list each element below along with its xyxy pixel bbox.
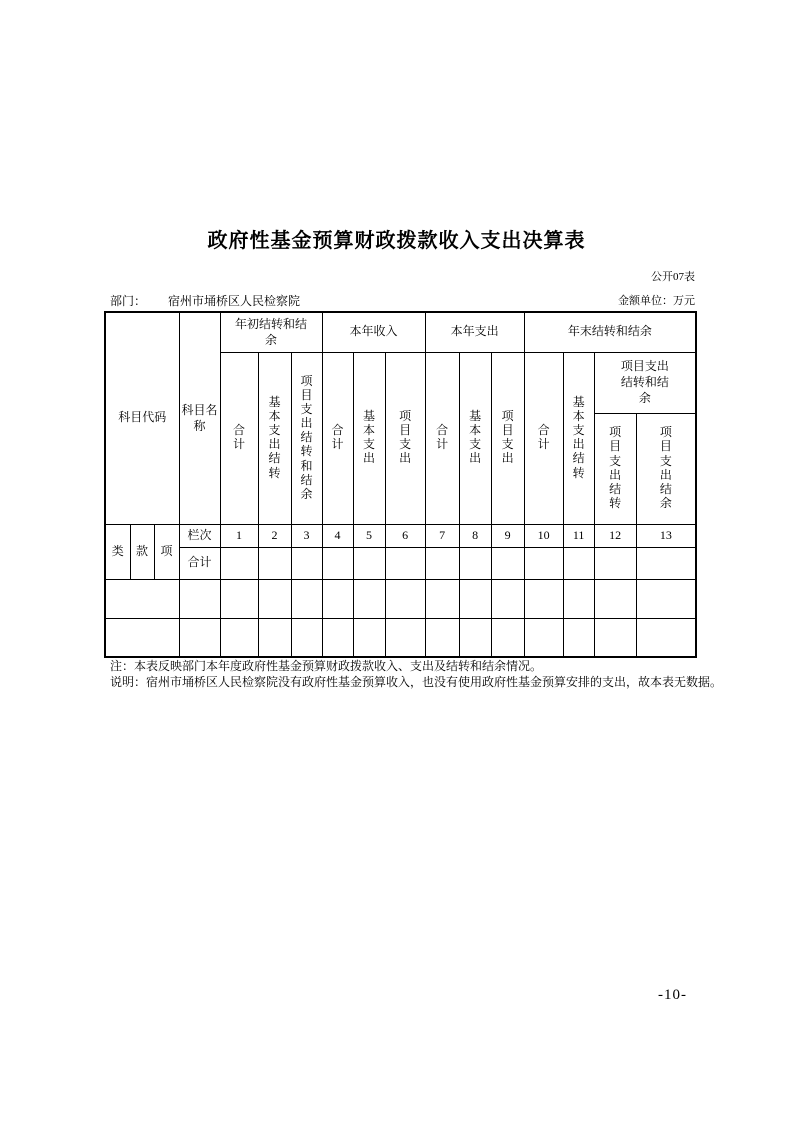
- table-cell: [385, 579, 425, 618]
- code-part-section: 款: [130, 524, 154, 579]
- group-label: 本年支出: [450, 324, 499, 339]
- table-cell: [105, 579, 179, 618]
- header-group-year-expense: [425, 312, 524, 352]
- col-header-label: 项目支出结转: [609, 425, 622, 511]
- meta-row: [104, 292, 695, 309]
- table-cell: [563, 579, 594, 618]
- header-col-9: [491, 352, 524, 524]
- header-col-7: [425, 352, 459, 524]
- col-header-label: 合计: [233, 423, 246, 452]
- header-subject-name: [179, 312, 220, 524]
- column-index-row: [105, 524, 696, 547]
- col-header-label: 项目支出结转和结余: [300, 373, 313, 501]
- table-cell: [563, 618, 594, 657]
- department-value: 宿州市埇桥区人民检察院: [168, 294, 301, 308]
- column-number: 10: [524, 524, 563, 547]
- header-col-3: [291, 352, 322, 524]
- header-group-opening-balance: [220, 312, 322, 352]
- group-label: 年末结转和结余: [567, 324, 652, 339]
- table-cell: [220, 618, 258, 657]
- table-row: [105, 579, 696, 618]
- table-cell: [179, 579, 220, 618]
- header-col-10: [524, 352, 563, 524]
- column-number: 11: [563, 524, 594, 547]
- table-cell: [636, 579, 696, 618]
- header-subject-code: 科目代码: [105, 312, 179, 524]
- form-code: 公开07表: [651, 271, 695, 283]
- column-number: 1: [220, 524, 258, 547]
- table-cell: [425, 618, 459, 657]
- group-label: 本年收入: [349, 324, 398, 339]
- table-cell: [322, 618, 353, 657]
- total-row-label: 合计: [179, 547, 220, 579]
- column-index-label: 栏次: [179, 524, 220, 547]
- col-header-label: 合计: [436, 423, 449, 452]
- column-number: 5: [353, 524, 385, 547]
- table-cell: [291, 579, 322, 618]
- col-header-label: 基本支出结转: [268, 394, 281, 480]
- table-cell: [220, 579, 258, 618]
- col-header-label: 基本支出: [363, 408, 376, 466]
- column-number: 9: [491, 524, 524, 547]
- header-col-6: [385, 352, 425, 524]
- col-header-label: 项目支出: [399, 408, 412, 466]
- subgroup-label: 项目支出结转和结余: [620, 359, 669, 406]
- table-cell: [353, 618, 385, 657]
- table-cell: [322, 579, 353, 618]
- table-cell: [291, 618, 322, 657]
- column-number: 13: [636, 524, 696, 547]
- header-group-row: [105, 312, 696, 352]
- table-cell: [524, 618, 563, 657]
- table-cell: [594, 579, 636, 618]
- header-col-5: [353, 352, 385, 524]
- column-number: 7: [425, 524, 459, 547]
- table-cell: [491, 547, 524, 579]
- header-subgroup-project-balance: [594, 352, 696, 413]
- header-col-4: [322, 352, 353, 524]
- table-cell: [524, 579, 563, 618]
- column-number: 8: [459, 524, 491, 547]
- page-title: 政府性基金预算财政拨款收入支出决算表: [207, 230, 586, 252]
- col-header-label: 项目支出: [501, 408, 514, 466]
- header-col-2: [258, 352, 291, 524]
- column-number: 2: [258, 524, 291, 547]
- table-cell: [594, 547, 636, 579]
- table-cell: [594, 618, 636, 657]
- page-number: -10-: [658, 987, 687, 1003]
- column-number: 12: [594, 524, 636, 547]
- col-header-label: 项目支出结余: [659, 425, 672, 511]
- table-cell: [563, 547, 594, 579]
- table-cell: [385, 618, 425, 657]
- table-cell: [291, 547, 322, 579]
- table-cell: [425, 547, 459, 579]
- amount-unit-label: 金额单位：万元: [618, 295, 695, 307]
- table-cell: [425, 579, 459, 618]
- code-part-class: 类: [105, 524, 130, 579]
- col-header-label: 合计: [331, 423, 344, 452]
- table-notes: [110, 658, 722, 690]
- col-header-label: 合计: [537, 423, 550, 452]
- column-number: 3: [291, 524, 322, 547]
- col-header-label: 基本支出: [469, 408, 482, 466]
- table-cell: [353, 579, 385, 618]
- col-header-label: 基本支出结转: [572, 394, 585, 480]
- table-cell: [258, 579, 291, 618]
- table-cell: [385, 547, 425, 579]
- header-col-13: [636, 413, 696, 524]
- code-part-item: 项: [154, 524, 179, 579]
- header-subject-name-label: 科目名称: [181, 402, 218, 434]
- explanation-line: 说明：宿州市埇桥区人民检察院没有政府性基金预算收入，也没有使用政府性基金预算安排的支出，故本表无数据。: [110, 675, 723, 689]
- table-cell: [524, 547, 563, 579]
- header-group-closing-balance: [524, 312, 696, 352]
- fund-budget-table: [104, 311, 697, 658]
- table-cell: [322, 547, 353, 579]
- table-cell: [459, 618, 491, 657]
- table-cell: [459, 547, 491, 579]
- note-line: 注：本表反映部门本年度政府性基金预算财政拨款收入、支出及结转和结余情况。: [110, 659, 543, 673]
- column-number: 4: [322, 524, 353, 547]
- table-cell: [459, 579, 491, 618]
- table-cell: [258, 547, 291, 579]
- table-cell: [353, 547, 385, 579]
- table-cell: [179, 618, 220, 657]
- header-col-1: [220, 352, 258, 524]
- header-col-12: [594, 413, 636, 524]
- total-row: [105, 547, 696, 579]
- table-row: [105, 618, 696, 657]
- table-cell: [636, 547, 696, 579]
- table-cell: [636, 618, 696, 657]
- table-cell: [258, 618, 291, 657]
- group-label: 年初结转和结余: [235, 316, 308, 348]
- header-col-11: [563, 352, 594, 524]
- table-cell: [220, 547, 258, 579]
- header-group-year-income: [322, 312, 425, 352]
- table-cell: [105, 618, 179, 657]
- table-cell: [491, 618, 524, 657]
- department-label: 部门：: [110, 294, 147, 308]
- header-col-8: [459, 352, 491, 524]
- table-cell: [491, 579, 524, 618]
- column-number: 6: [385, 524, 425, 547]
